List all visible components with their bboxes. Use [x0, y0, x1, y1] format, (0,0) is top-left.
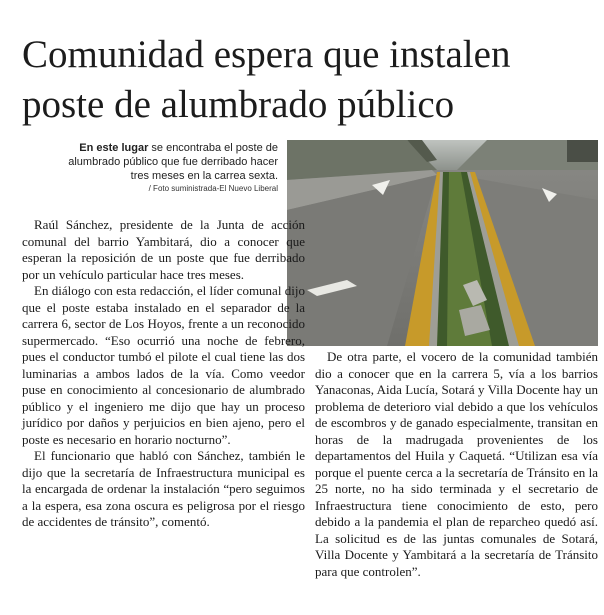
photo-credit: / Foto suministrada-El Nuevo Liberal: [148, 184, 278, 193]
paragraph: De otra parte, el vocero de la comunidad también dio a conocer que en la carrera 5, vía a los barrios Yanaconas, Aida Lucía, Sotará y Villa Docente hay un problema de deterioro vial debido a que los vehículos de escombros y de ganado especialmente, transitan en horas de la madrugada provenientes de los departamentos del Huila y Caquetá. “Utilizan esa vía porque el puente cerca a la secretaría de Tránsito en la 25 norte, no ha sido terminada y el secretario de Infraestructura tiene conocimiento de esto, pero debido a la pandemia el plan de reparcheo quedó así. La solicitud es de las juntas comunales de Sotará, Villa Docente y Yambitará a la secretaría de Tránsito para que controlen”.: [315, 349, 598, 579]
article-column-1: [22, 217, 305, 531]
photo-caption: [60, 141, 278, 183]
article-headline: Comunidad espera que instalen poste de alumbrado público: [22, 33, 511, 126]
paragraph: Raúl Sánchez, presidente de la Junta de acción comunal del barrio Yambitará, dio a conocer que esperan la reposición de un poste que fue derribado por un vehículo particular hace tres meses.: [22, 217, 305, 282]
caption-text: se encontraba el poste de alumbrado público que fue derribado hacer tres meses en la carrea sexta.: [68, 142, 278, 182]
street-photo: [287, 140, 598, 346]
paragraph: El funcionario que habló con Sánchez, también le dijo que la secretaría de Infraestructura municipal es la encargada de ordenar la instalación “pero seguimos a la espera, esa zona oscura es peligrosa por el riesgo de accidentes de tránsito”, comentó.: [22, 448, 305, 529]
paragraph: En diálogo con esta redacción, el líder comunal dijo que el poste estaba instalado en el separador de la carrera 6, sector de Los Hoyos, frente a un reconocido supermercado. “Eso ocurrió una noche de febrero, pues el conductor tumbó el pilote el cual tiene las dos luminarias a ambos lados de la vía. Como veedor puse en conocimiento al concesionario de alumbrado público y el ingeniero me dijo que hay un proceso jurídico por daños y perjuicios en bien ajeno, pero el poste es necesario en horario nocturno”.: [22, 283, 305, 447]
article-column-2: [315, 349, 598, 580]
caption-lead: En este lugar: [79, 142, 149, 154]
